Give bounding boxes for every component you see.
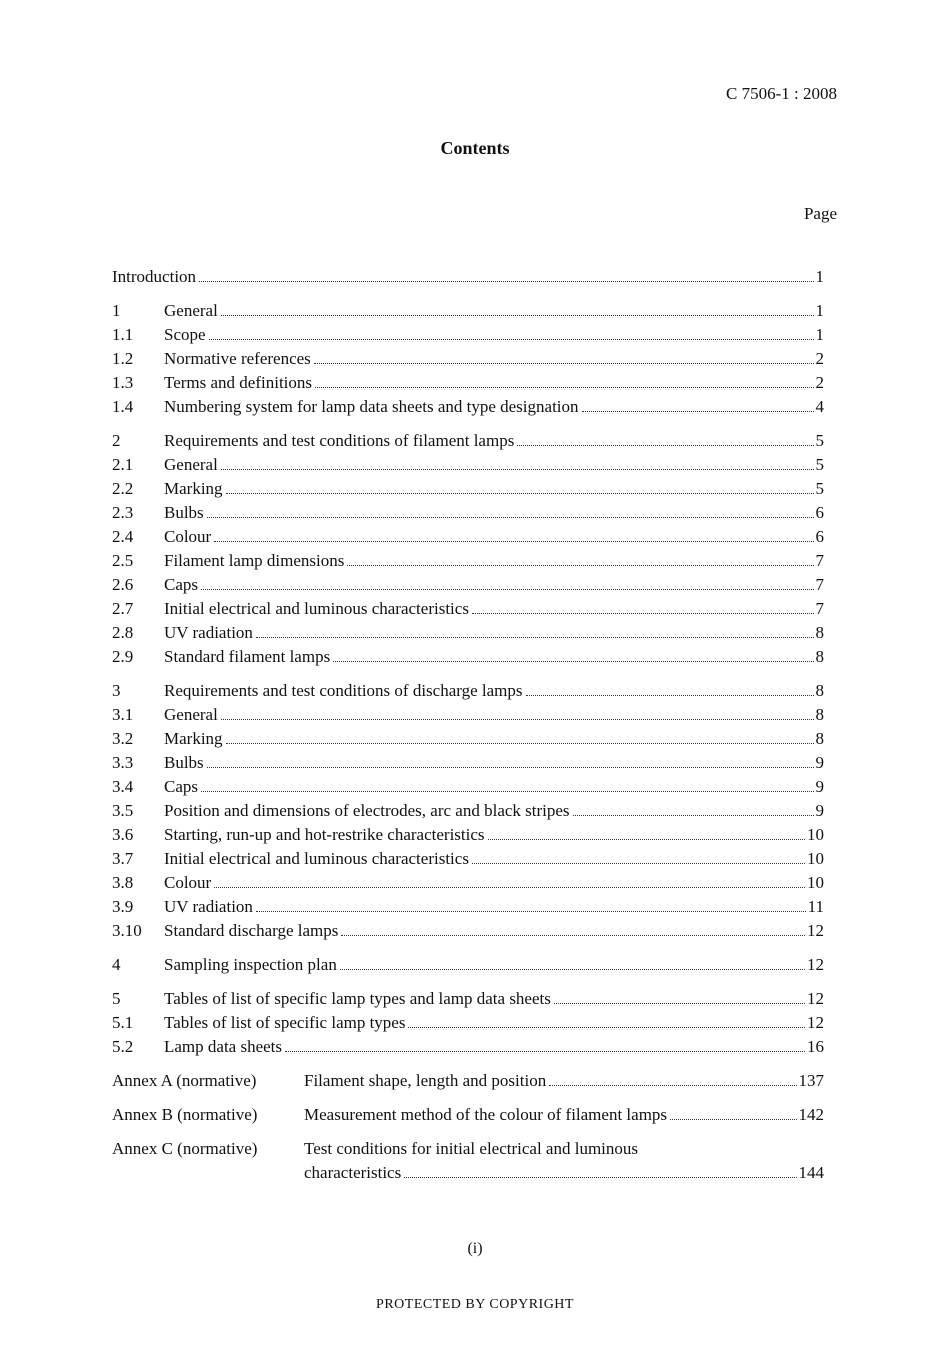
dot-leader — [315, 387, 813, 388]
toc-annexes — [112, 1069, 824, 1185]
toc-entry-title: Filament shape, length and position — [304, 1071, 547, 1090]
toc-entry[interactable] — [112, 323, 824, 347]
toc-entry-introduction[interactable] — [112, 265, 824, 289]
toc-entry-page: 2 — [815, 349, 824, 368]
dot-leader — [347, 565, 813, 566]
toc-entry-number: 2.3 — [112, 503, 134, 522]
dot-leader — [214, 541, 813, 542]
toc-entry[interactable] — [112, 953, 824, 977]
toc-entry-page: 5 — [815, 431, 824, 450]
toc-entry-number: 3 — [112, 681, 121, 700]
toc-entry-number: 3.10 — [112, 921, 142, 940]
toc-entry-number: 1.2 — [112, 349, 134, 368]
toc-entry-number: 1.1 — [112, 325, 134, 344]
annex-label: Annex B (normative) — [112, 1105, 258, 1124]
dot-leader — [226, 743, 814, 744]
toc-entry[interactable] — [112, 597, 824, 621]
annex-label: Annex C (normative) — [112, 1139, 258, 1158]
standard-number: C 7506-1 : 2008 — [726, 84, 837, 103]
toc-entry-page: 6 — [815, 527, 824, 546]
toc-entry[interactable] — [112, 751, 824, 775]
toc-entry[interactable] — [112, 919, 824, 943]
toc-entry-title: Standard filament lamps — [164, 647, 331, 666]
dot-leader — [333, 661, 813, 662]
footer-page-number: (i) — [467, 1240, 483, 1257]
toc-entry[interactable] — [112, 847, 824, 871]
toc-entry[interactable] — [112, 549, 824, 573]
toc-entry-number: 5 — [112, 989, 121, 1008]
toc-entry-page: 9 — [815, 753, 824, 772]
toc-entry-page: 12 — [807, 989, 824, 1008]
toc-entry-page: 11 — [807, 897, 824, 916]
toc-entry-title: Caps — [164, 575, 198, 594]
dot-leader — [404, 1177, 796, 1178]
dot-leader — [221, 315, 814, 316]
toc-entry-title: Sampling inspection plan — [164, 955, 337, 974]
toc-entry-number: 2.1 — [112, 455, 134, 474]
toc-entry-number: 2.7 — [112, 599, 134, 618]
dot-leader — [214, 887, 805, 888]
toc-entry[interactable] — [112, 299, 824, 323]
dot-leader — [201, 589, 814, 590]
toc-entry-title: Initial electrical and luminous characteristics — [164, 849, 469, 868]
toc-entry-page: 5 — [815, 455, 824, 474]
dot-leader — [472, 613, 814, 614]
toc-entry-page: 8 — [815, 681, 824, 700]
dot-leader — [472, 863, 805, 864]
toc-entry-title: Bulbs — [164, 753, 204, 772]
toc-entry-number: 5.1 — [112, 1013, 134, 1032]
toc-entry-title: Marking — [164, 729, 223, 748]
toc-entry-page: 1 — [815, 325, 824, 344]
toc-entry-title: Measurement method of the colour of filament lamps — [304, 1105, 668, 1124]
dot-leader — [285, 1051, 805, 1052]
toc-entry-number: 3.8 — [112, 873, 134, 892]
dot-leader — [256, 911, 806, 912]
toc-entry-title: Requirements and test conditions of discharge lamps — [164, 681, 523, 700]
dot-leader — [408, 1027, 805, 1028]
toc-entry-page: 8 — [815, 729, 824, 748]
toc-entry-number: 3.7 — [112, 849, 134, 868]
dot-leader — [670, 1119, 796, 1120]
toc-entry-number: 2.6 — [112, 575, 134, 594]
toc-entry[interactable] — [112, 453, 824, 477]
toc-entry[interactable] — [112, 477, 824, 501]
toc-entry-title: Marking — [164, 479, 223, 498]
dot-leader — [221, 719, 814, 720]
dot-leader — [207, 517, 814, 518]
toc-entry[interactable] — [112, 645, 824, 669]
toc-entry-page: 7 — [815, 575, 824, 594]
toc-entry[interactable] — [112, 371, 824, 395]
toc-entry[interactable] — [112, 347, 824, 371]
toc-entry-page: 4 — [815, 397, 824, 416]
toc-annex-entry[interactable] — [112, 1103, 824, 1127]
toc-entry-title: UV radiation — [164, 897, 253, 916]
toc-entry-number: 4 — [112, 955, 121, 974]
toc-entry-page: 137 — [798, 1071, 824, 1090]
toc-entry-title: Bulbs — [164, 503, 204, 522]
toc-entry-page: 5 — [815, 479, 824, 498]
toc-entry[interactable] — [112, 727, 824, 751]
toc-entry-number: 1.4 — [112, 397, 134, 416]
table-of-contents — [112, 265, 824, 1185]
toc-entry-page: 16 — [807, 1037, 824, 1056]
toc-entry-title: General — [164, 705, 218, 724]
toc-entry-page: 144 — [798, 1163, 824, 1182]
toc-entry-title: Position and dimensions of electrodes, arc and black stripes — [164, 801, 570, 820]
toc-entry-page: 142 — [798, 1105, 824, 1124]
toc-entry[interactable] — [112, 501, 824, 525]
toc-entry-title: General — [164, 301, 218, 320]
toc-entry-title: Introduction — [112, 267, 197, 286]
toc-entry-page: 8 — [815, 647, 824, 666]
dot-leader — [201, 791, 814, 792]
page-column-label: Page — [803, 204, 837, 223]
dot-leader — [199, 281, 813, 282]
toc-entry[interactable] — [112, 703, 824, 727]
toc-entry[interactable] — [112, 823, 824, 847]
dot-leader — [314, 363, 814, 364]
dot-leader — [226, 493, 814, 494]
toc-entry-page: 9 — [815, 801, 824, 820]
toc-entry-page: 7 — [815, 599, 824, 618]
toc-entry-page: 10 — [807, 849, 824, 868]
toc-entry[interactable] — [112, 429, 824, 453]
dot-leader — [549, 1085, 796, 1086]
annex-label: Annex A (normative) — [112, 1071, 257, 1090]
toc-annex-entry[interactable] — [112, 1137, 824, 1185]
toc-entry-page: 2 — [815, 373, 824, 392]
toc-entry[interactable] — [112, 871, 824, 895]
toc-entry-number: 2.4 — [112, 527, 134, 546]
toc-entry-number: 3.9 — [112, 897, 134, 916]
toc-entry-title: Colour — [164, 527, 212, 546]
dot-leader — [526, 695, 814, 696]
toc-entry-title: Colour — [164, 873, 212, 892]
dot-leader — [207, 767, 814, 768]
toc-entry-number: 2.5 — [112, 551, 134, 570]
toc-entry-number: 5.2 — [112, 1037, 134, 1056]
dot-leader — [209, 339, 814, 340]
toc-entry-page: 1 — [815, 301, 824, 320]
toc-annex-entry[interactable] — [112, 1069, 824, 1093]
toc-entry-title: UV radiation — [164, 623, 253, 642]
toc-entry-title: General — [164, 455, 218, 474]
dot-leader — [573, 815, 814, 816]
toc-entry-title: Initial electrical and luminous characteristics — [164, 599, 469, 618]
page-title: Contents — [440, 138, 510, 158]
toc-entry-page: 7 — [815, 551, 824, 570]
copyright-notice: PROTECTED BY COPYRIGHT — [376, 1297, 574, 1312]
toc-entry-page: 6 — [815, 503, 824, 522]
toc-entry-number: 3.1 — [112, 705, 134, 724]
toc-entry-page: 10 — [807, 825, 824, 844]
toc-entry[interactable] — [112, 1011, 824, 1035]
toc-entry-number: 2.2 — [112, 479, 134, 498]
toc-entry[interactable] — [112, 621, 824, 645]
toc-entry[interactable] — [112, 679, 824, 703]
toc-entry[interactable] — [112, 987, 824, 1011]
toc-entry-page: 8 — [815, 705, 824, 724]
toc-entry[interactable] — [112, 1035, 824, 1059]
dot-leader — [582, 411, 814, 412]
toc-entry-title: Tables of list of specific lamp types and lamp data sheets — [164, 989, 551, 1008]
toc-entry-title: Starting, run-up and hot-restrike characteristics — [164, 825, 485, 844]
toc-entry[interactable] — [112, 799, 824, 823]
dot-leader — [340, 969, 805, 970]
toc-entry-page: 12 — [807, 1013, 824, 1032]
toc-entry-number: 3.4 — [112, 777, 134, 796]
toc-entry-title: Filament lamp dimensions — [164, 551, 345, 570]
dot-leader — [256, 637, 814, 638]
toc-entry-title: Tables of list of specific lamp types — [164, 1013, 406, 1032]
toc-entry-title: Normative references — [164, 349, 311, 368]
toc-entry-title: Terms and definitions — [164, 373, 313, 392]
toc-sections — [112, 299, 824, 1059]
toc-entry-number: 2.8 — [112, 623, 134, 642]
dot-leader — [517, 445, 813, 446]
toc-entry-title: Caps — [164, 777, 198, 796]
toc-entry-title-continued: characteristics — [304, 1163, 402, 1182]
toc-entry-title: Standard discharge lamps — [164, 921, 339, 940]
toc-entry-page: 1 — [815, 267, 824, 286]
toc-entry-page: 12 — [807, 955, 824, 974]
dot-leader — [341, 935, 805, 936]
toc-entry-number: 2.9 — [112, 647, 134, 666]
toc-entry[interactable] — [112, 895, 824, 919]
dot-leader — [488, 839, 805, 840]
toc-entry-number: 3.2 — [112, 729, 134, 748]
toc-entry-title: Scope — [164, 325, 206, 344]
toc-entry[interactable] — [112, 525, 824, 549]
dot-leader — [554, 1003, 805, 1004]
toc-entry-number: 1 — [112, 301, 121, 320]
toc-entry-number: 3.3 — [112, 753, 134, 772]
toc-entry-title: Numbering system for lamp data sheets and type designation — [164, 397, 579, 416]
toc-entry-number: 2 — [112, 431, 121, 450]
toc-entry-title: Requirements and test conditions of filament lamps — [164, 431, 515, 450]
toc-entry-page: 8 — [815, 623, 824, 642]
toc-entry-number: 3.6 — [112, 825, 134, 844]
toc-entry-title: Test conditions for initial electrical and luminous — [304, 1139, 639, 1158]
toc-entry-page: 9 — [815, 777, 824, 796]
toc-entry-page: 12 — [807, 921, 824, 940]
toc-entry[interactable] — [112, 395, 824, 419]
toc-entry-title: Lamp data sheets — [164, 1037, 283, 1056]
toc-entry-number: 3.5 — [112, 801, 134, 820]
toc-entry[interactable] — [112, 573, 824, 597]
toc-entry-page: 10 — [807, 873, 824, 892]
dot-leader — [221, 469, 814, 470]
toc-entry-number: 1.3 — [112, 373, 134, 392]
toc-entry[interactable] — [112, 775, 824, 799]
